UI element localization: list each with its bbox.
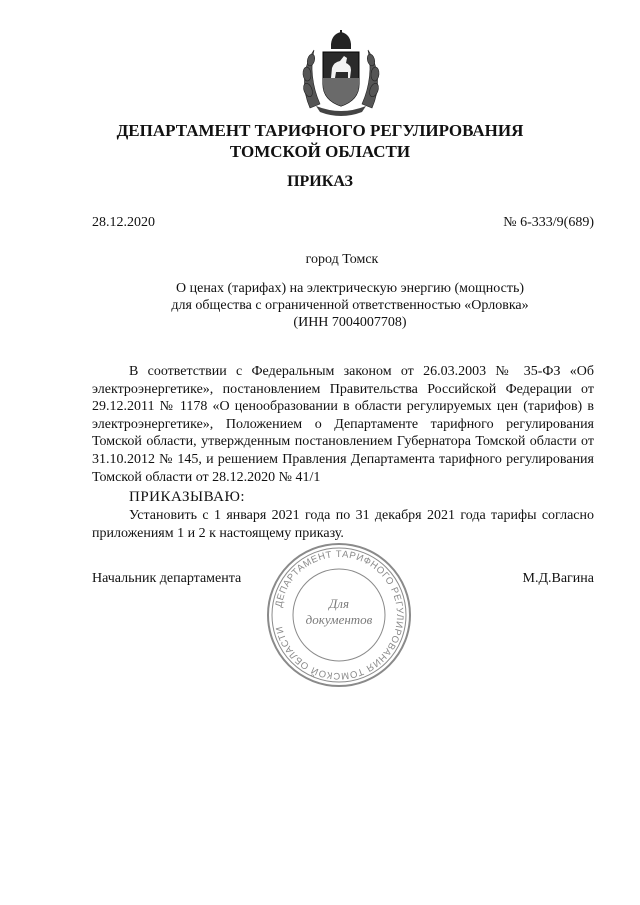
preamble-paragraph: В соответствии с Федеральным законом от 26.03.2003 № 35-ФЗ «Об электроэнергетике», постановлением Правительства Российской Федерации от 29.12.2011 № 1178 «О ценообразовании в области регулируемых цен (тарифов) в электроэнергетике», Положением о Департаменте тарифного регулирования Томской области, утвержденным постановлением Губернатора Томской области от 31.10.2012 № 145, и решением Правления Департамента тарифного регулирования Томской области от 28.12.2020 № 41/1 bbox=[92, 364, 594, 485]
order-paragraph: Установить с 1 января 2021 года по 31 декабря 2021 года тарифы согласно приложениям 1 и 2 к настоящему приказу. bbox=[92, 508, 594, 541]
document-number: № 6-333/9(689) bbox=[503, 215, 594, 230]
coat-of-arms-icon bbox=[296, 30, 386, 116]
signer-title: Начальник департамента bbox=[92, 571, 242, 586]
department-title-line2: ТОМСКОЙ ОБЛАСТИ bbox=[229, 142, 411, 161]
subject-line1: О ценах (тарифах) на электрическую энергию (мощность) bbox=[176, 281, 524, 296]
official-stamp bbox=[264, 540, 414, 690]
department-title-line1: ДЕПАРТАМЕНТ ТАРИФНОГО РЕГУЛИРОВАНИЯ bbox=[116, 121, 524, 140]
department-title bbox=[60, 120, 580, 162]
document-type: ПРИКАЗ bbox=[287, 173, 353, 190]
document-subject bbox=[140, 280, 560, 331]
document-city: город Томск bbox=[305, 252, 379, 267]
stamp-center-line2: документов bbox=[305, 612, 373, 627]
subject-line2: для общества с ограниченной ответственностью «Орловка» bbox=[171, 298, 529, 313]
stamp-center-line1: Для bbox=[329, 596, 349, 611]
document-date: 28.12.2020 bbox=[92, 215, 155, 230]
signer-name: М.Д.Вагина bbox=[522, 571, 594, 586]
stamp-ring-text: ДЕПАРТАМЕНТ ТАРИФНОГО РЕГУЛИРОВАНИЯ ТОМСКОЙ ОБЛАСТИ bbox=[273, 548, 406, 682]
subject-line3: (ИНН 7004007708) bbox=[293, 315, 407, 330]
order-word: ПРИКАЗЫВАЮ: bbox=[129, 489, 246, 505]
